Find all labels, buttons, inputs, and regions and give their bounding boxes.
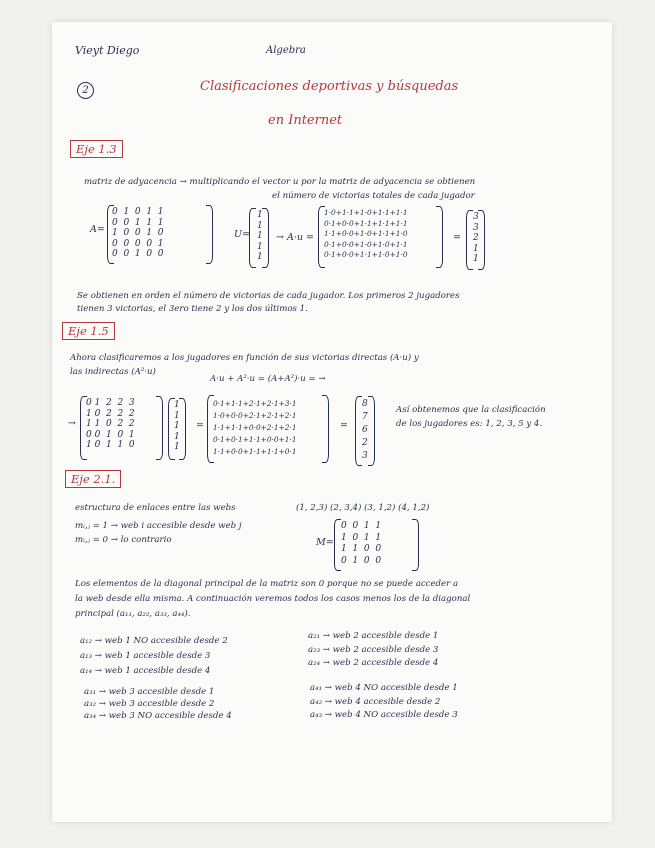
s3-para-2: la web desde ella misma. A continuación veremos todos los casos menos los de la diagonal	[75, 594, 471, 604]
section-tag-1-5: Eje 1.5	[62, 322, 115, 340]
list-item: a₄₃ → web 4 NO accesible desde 3	[310, 710, 458, 720]
subject-name: Algebra	[266, 45, 306, 56]
product-arrow-label: → A·u =	[276, 232, 314, 243]
vector-entry: 3	[473, 222, 479, 233]
bracket-right	[156, 396, 163, 460]
list-item: a₃₁ → web 3 accesible desde 1	[84, 687, 215, 697]
bracket-left	[355, 396, 362, 466]
vector-entry: 3	[473, 212, 479, 222]
product-expansion	[324, 208, 408, 261]
matrix-row: 1 1 0 2 2	[86, 419, 135, 429]
matrix-M-label: M=	[316, 537, 334, 548]
s1-conclusion-1: Se obtienen en orden el número de victorias de cada jugador. Los primeros 2 jugadores	[77, 291, 460, 301]
list-item: a₂₁ → web 2 accesible desde 1	[308, 631, 439, 641]
s1-conclusion-2: tienen 3 victorias, el 3ero tiene 2 y los dos últimos 1.	[77, 304, 308, 314]
s2-result-line1: Así obtenemos que la clasificación	[396, 405, 546, 415]
bracket-right	[478, 210, 485, 270]
equals-sign: =	[196, 420, 204, 431]
vector-entry: 1	[257, 220, 263, 231]
matrix-row: 0 1 0 1 1	[112, 207, 164, 217]
author-name: Vieyt Diego	[75, 44, 140, 57]
bracket-right	[436, 206, 443, 268]
vector-entry: 1	[473, 243, 479, 254]
list-item: a₁₃ → web 1 accesible desde 3	[80, 651, 211, 661]
link-structure: (1, 2,3) (2, 3,4) (3, 1,2) (4, 1,2)	[296, 503, 430, 513]
vector-entry: 8	[362, 399, 368, 409]
bracket-left	[249, 208, 256, 268]
vector-entry: 1	[257, 210, 263, 220]
matrix-row: 1 0 1 1 0	[86, 440, 135, 450]
bracket-right	[262, 208, 269, 268]
list-item: a₃₄ → web 3 NO accesible desde 4	[84, 711, 232, 721]
list-item: a₂₃ → web 2 accesible desde 3	[308, 644, 439, 655]
list-item: a₄₁ → web 4 NO accesible desde 1	[310, 683, 458, 693]
vector-entry: 1	[257, 241, 263, 252]
page-title-line2: en Internet	[268, 113, 343, 128]
section-tag-2-1: Eje 2.1.	[65, 470, 121, 488]
s3-line1: estructura de enlaces entre las webs	[75, 503, 236, 513]
product-expansion	[213, 398, 297, 458]
matrix-row: 1·0+1·1+1·0+1·1+1·1	[324, 208, 408, 217]
matrix-row: 0 0 1 1 1	[112, 217, 164, 228]
matrix-A-plus-A2	[86, 398, 135, 451]
page-title-line1: Clasificaciones deportivas y búsquedas	[200, 79, 459, 94]
matrix-row: 0·1+0·0+1·0+1·0+1·1	[324, 239, 408, 249]
matrix-row: 1 1 0 0	[341, 544, 382, 554]
bracket-left	[334, 519, 341, 571]
vector-entry: 1	[174, 442, 180, 452]
s3-para-3: principal (a₁₁, a₂₂, a₃₃, a₄₄).	[75, 609, 191, 619]
vector-entry: 1	[174, 421, 180, 431]
list-item: a₄₂ → web 4 accesible desde 2	[310, 696, 441, 707]
s2-line1: Ahora clasificaremos a los jugadores en función de sus victorias directas (A·u) y	[70, 353, 419, 363]
vector-entry: 1	[473, 254, 479, 264]
matrix-A-label: A=	[90, 224, 105, 235]
list-item: a₁₂ → web 1 NO accesible desde 2	[80, 636, 228, 646]
matrix-row: 1·1+1·1+0·0+2·1+2·1	[213, 423, 297, 432]
matrix-row: 1·0+0·0+2·1+2·1+2·1	[213, 411, 297, 420]
matrix-row: 0 0 1 0 1	[86, 429, 135, 440]
matrix-row: 1·1+0·0+1·1+1·1+0·1	[213, 447, 297, 456]
vector-entry: 2	[473, 233, 479, 243]
cases-web1	[80, 634, 228, 679]
vector-entry: 1	[174, 410, 180, 421]
matrix-row: 0 0 1 1	[341, 521, 382, 531]
result-vector	[362, 398, 368, 463]
matrix-row: 0 0 1 0 0	[112, 249, 164, 259]
equals-sign: =	[453, 232, 461, 243]
list-item: a₃₂ → web 3 accesible desde 2	[84, 699, 215, 709]
matrix-A	[112, 207, 164, 260]
matrix-row: 0·1+0·0+1·1+1·1+1·1	[324, 218, 408, 228]
list-item: a₂₄ → web 2 accesible desde 4	[308, 658, 439, 668]
vector-entry: 7	[362, 412, 368, 422]
definition-1: mᵢ,ⱼ = 1 → web i accesible desde web j	[75, 521, 242, 531]
s2-line2: las indirectas (A²·u)	[70, 367, 156, 377]
matrix-row: 0 0 0 0 1	[112, 238, 164, 249]
matrix-row: 0·1+1·1+2·1+2·1+3·1	[213, 399, 297, 408]
section-tag-1-3: Eje 1.3	[70, 140, 123, 158]
vector-entry: 1	[174, 431, 180, 442]
bracket-right	[368, 396, 375, 466]
vector-entry: 1	[257, 231, 263, 241]
vector-entry: 2	[362, 438, 368, 448]
list-item: a₁₄ → web 1 accesible desde 4	[80, 666, 211, 676]
matrix-row: 1 0 0 1 0	[112, 228, 164, 238]
s2-result-line2: de los jugadores es: 1, 2, 3, 5 y 4.	[396, 419, 543, 429]
s2-formula: A·u + A²·u = (A+A²)·u = →	[210, 374, 326, 384]
vector-u-label: U=	[234, 229, 250, 240]
matrix-row: 0·1+0·0+1·1+1·0+1·0	[324, 250, 408, 259]
matrix-row: 0 1 0 0	[341, 555, 382, 566]
vector-entry: 1	[174, 400, 180, 410]
equals-sign: =	[340, 420, 348, 431]
cases-web2	[308, 630, 438, 671]
vector-entry: 3	[362, 451, 368, 461]
matrix-row: 1 0 2 2 2	[86, 408, 135, 419]
exercise-number-circle	[77, 82, 94, 99]
s1-line1: matriz de adyacencia → multiplicando el vector u por la matriz de adyacencia se obtienen	[84, 177, 476, 187]
bracket-right	[322, 395, 329, 463]
cases-web3	[84, 686, 232, 722]
bracket-right	[206, 205, 213, 264]
vector-entry: 1	[257, 252, 263, 262]
matrix-row: 0·1+0·1+1·1+0·0+1·1	[213, 435, 297, 444]
definition-2: mᵢ,ⱼ = 0 → lo contrario	[75, 535, 172, 545]
bracket-right	[179, 398, 186, 460]
matrix-row: 1 0 1 1	[341, 532, 382, 543]
cases-web4	[310, 682, 458, 723]
matrix-M	[341, 521, 381, 567]
s3-para-1: Los elementos de la diagonal principal de la matriz son 0 porque no se puede acceder a	[75, 579, 459, 589]
exercise-number: 2	[82, 85, 89, 96]
matrix-row: 1·1+0·0+1·0+1·1+1·0	[324, 229, 408, 238]
bracket-left	[466, 210, 473, 270]
vector-entry: 6	[362, 425, 368, 435]
s1-line2: el número de victorias totales de cada jugador	[272, 191, 475, 201]
bracket-right	[412, 519, 419, 571]
s2-arrow: →	[68, 418, 76, 429]
matrix-row: 0 1 2 2 3	[86, 398, 135, 408]
